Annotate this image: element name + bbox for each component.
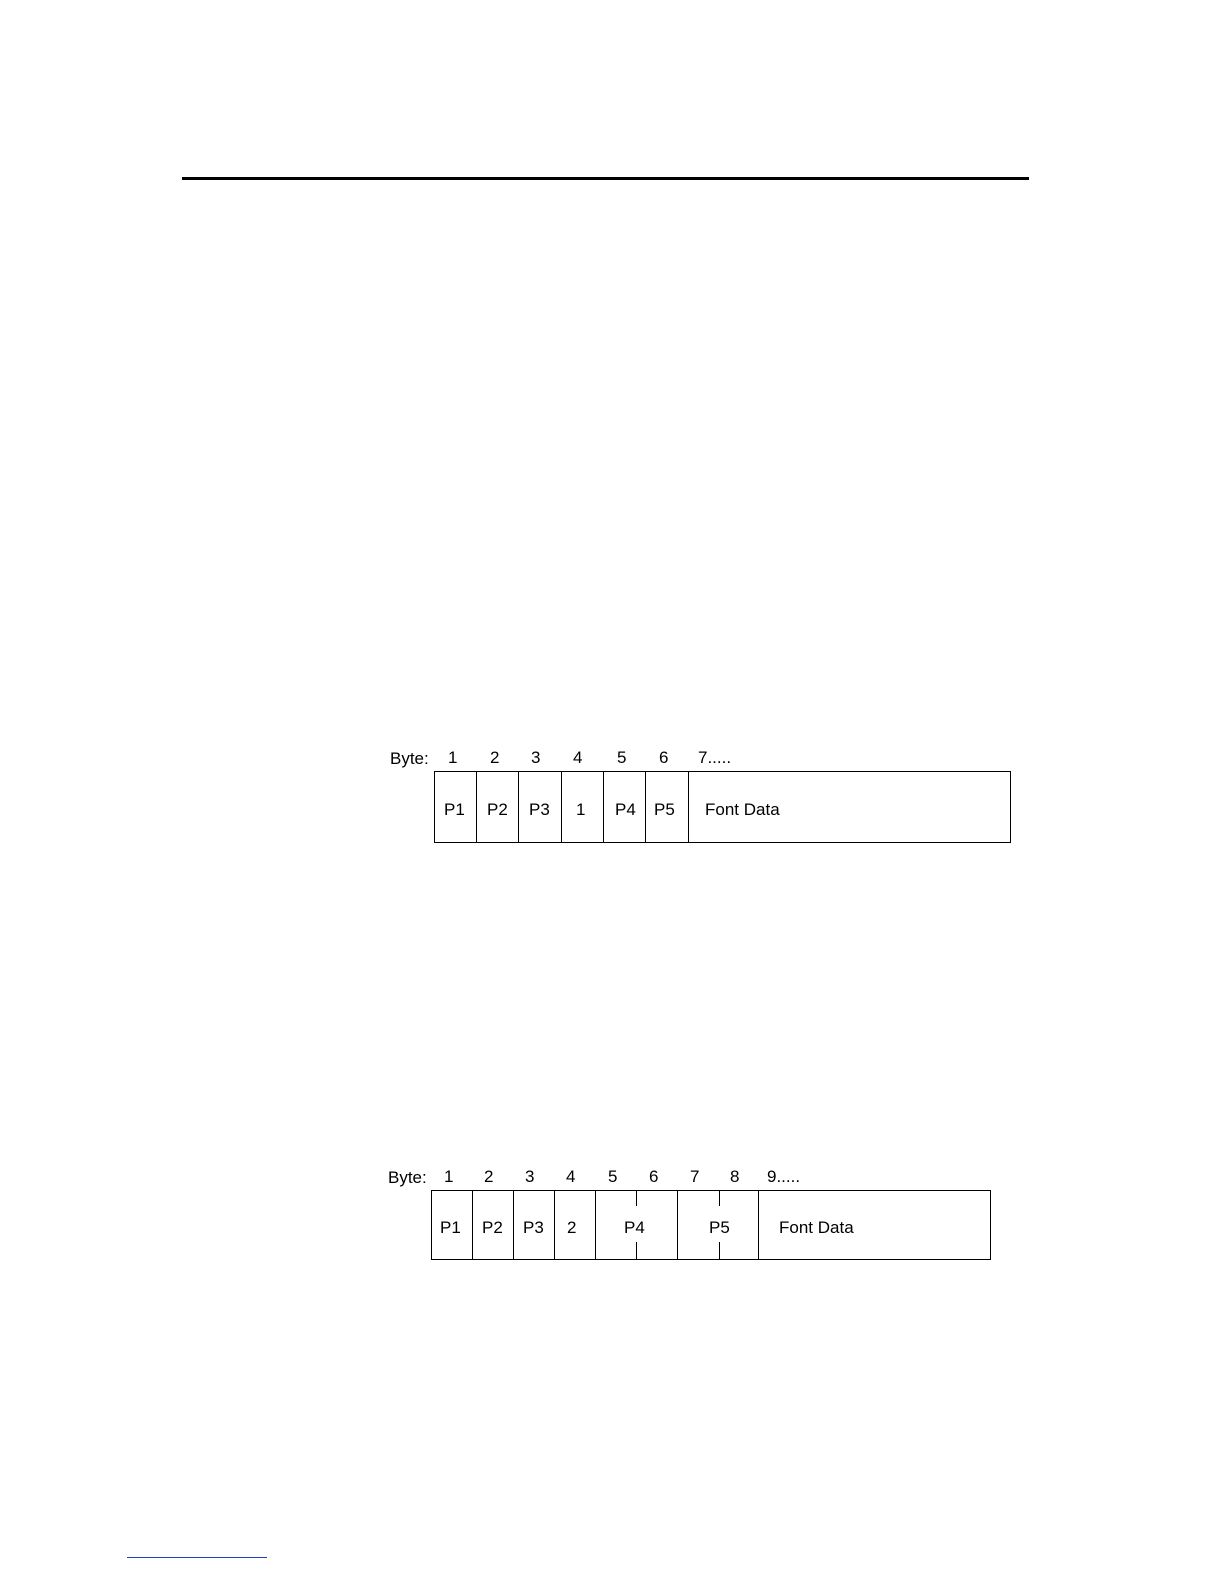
byte-number: 6	[649, 1167, 659, 1186]
cell-label: Font Data	[779, 1218, 854, 1237]
cell-label: P5	[654, 800, 675, 819]
cell-label: P1	[440, 1218, 461, 1237]
cell-label: P2	[487, 800, 508, 819]
footer-rule	[127, 1557, 267, 1558]
byte-number: 1	[448, 748, 458, 767]
byte-diagram-1	[390, 748, 1011, 843]
cell-label: P3	[523, 1218, 544, 1237]
cell-label: 2	[567, 1218, 577, 1237]
cell-label: P5	[709, 1218, 730, 1237]
cell-label: P4	[624, 1218, 645, 1237]
cell-label: P4	[615, 800, 636, 819]
cell-label: P3	[529, 800, 550, 819]
byte-number: 7.....	[698, 748, 732, 767]
byte-number: 4	[573, 748, 583, 767]
byte-number: 3	[531, 748, 541, 767]
byte-number: 7	[690, 1167, 700, 1186]
byte-number: 5	[608, 1167, 618, 1186]
byte-number: 9.....	[767, 1167, 801, 1186]
cell-label: P1	[444, 800, 465, 819]
byte-number: 6	[659, 748, 669, 767]
byte-number: 2	[490, 748, 500, 767]
cell-label: 1	[576, 800, 586, 819]
byte-label: Byte:	[388, 1168, 427, 1187]
byte-number: 2	[484, 1167, 494, 1186]
byte-label: Byte:	[390, 749, 429, 768]
cell-label: P2	[482, 1218, 503, 1237]
cell-label: Font Data	[705, 800, 780, 819]
byte-number: 4	[566, 1167, 576, 1186]
byte-number: 5	[617, 748, 627, 767]
byte-diagram-2	[388, 1167, 991, 1260]
byte-number: 3	[525, 1167, 535, 1186]
byte-number: 8	[730, 1167, 740, 1186]
byte-number: 1	[444, 1167, 454, 1186]
